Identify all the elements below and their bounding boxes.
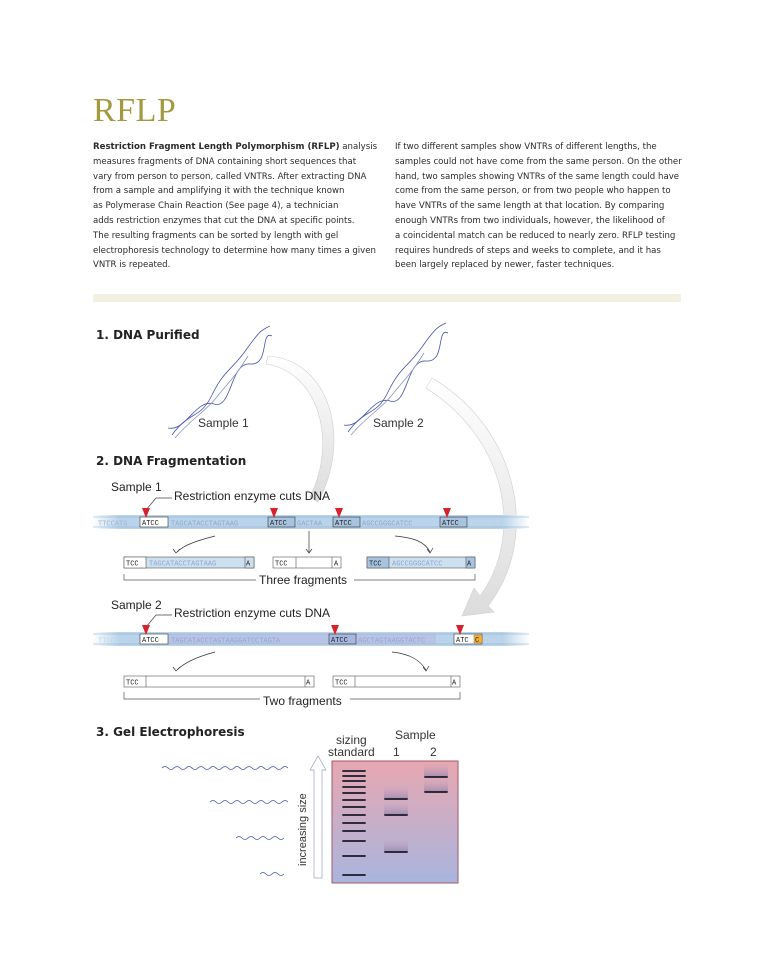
strand1-seg2: GACTAA <box>297 520 323 529</box>
rflp-term: Restriction Fragment Length Polymorphism (RFLP) <box>93 142 340 152</box>
step3-heading: 3. Gel Electrophoresis <box>96 725 245 739</box>
fragment-end: A <box>452 679 457 688</box>
intro-right-line: requires hundreds of steps and weeks to complete, and it has <box>395 245 661 256</box>
strand1-site4: ATCC <box>442 520 459 528</box>
sample1-label: Sample 1 <box>111 480 162 494</box>
fragment-body: AGCCGGGCATCC <box>392 560 443 569</box>
strand1-site2: ATCC <box>270 520 287 528</box>
dna-fragment-medium <box>210 801 288 804</box>
fragment-end: A <box>467 560 472 569</box>
strand1-site1: ATCC <box>142 520 159 528</box>
band-blur <box>384 838 408 852</box>
fragment-arrow <box>177 652 215 670</box>
step1-heading: 1. DNA Purified <box>96 328 200 342</box>
intro-right-line: If two different samples show VNTRs of different lengths, the <box>395 142 657 152</box>
dna-fragment-long <box>162 767 288 770</box>
fragment-start: TCC <box>275 560 288 569</box>
fragment-end: A <box>306 679 311 688</box>
intro-left-line: from a sample and amplifying it with the technique known <box>93 186 345 197</box>
band-blur <box>424 778 448 792</box>
strand1-site3: ATCC <box>335 520 352 528</box>
enzyme-label-1: Restriction enzyme cuts DNA <box>174 489 331 503</box>
dna-strand-sample2 <box>93 632 529 646</box>
intro-left-line: measures fragments of DNA containing short sequences that <box>93 156 357 167</box>
fragment-1a <box>124 557 254 569</box>
band-blur <box>424 763 448 777</box>
sample-label: Sample <box>395 728 436 742</box>
standard-label: standard <box>328 745 375 759</box>
band-blur <box>384 785 408 799</box>
strand2-seg2: AGCTAGTAAGGTACTC <box>358 637 426 646</box>
fragment-arrow <box>395 536 430 552</box>
sample2-dna-label: Sample 2 <box>373 416 424 430</box>
dna-strand-sample1 <box>93 515 529 529</box>
fragment-arrowhead <box>173 667 180 671</box>
intro-right-line: come from the same person, or from two people who happen to <box>395 186 671 197</box>
axis-label: increasing size <box>297 793 309 866</box>
sample1-dna-label: Sample 1 <box>198 416 249 430</box>
fragment-1b <box>273 557 341 569</box>
strand2-lead: TTCCATG <box>98 637 128 646</box>
sample2-lane <box>424 763 448 792</box>
axis-arrow-shape <box>310 756 326 878</box>
fragment-arrows-sample2 <box>173 652 429 671</box>
dna-fragment-shortest <box>260 873 284 876</box>
strand2-mutation: C <box>475 637 480 645</box>
strand1-seg3: AGCCGGGCATCC <box>362 520 413 529</box>
fragment-arrow <box>392 652 426 670</box>
intro-left-line: as Polymerase Chain Reaction (See page 4), a technician <box>93 201 339 212</box>
intro-left-line: The resulting fragments can be sorted by length with gel <box>93 230 339 241</box>
intro-right-line: enough VNTRs from two individuals, however, the likelihood of <box>395 215 665 226</box>
sample2-label: Sample 2 <box>111 598 162 612</box>
intro-right-line: been largely replaced by newer, faster techniques. <box>395 260 615 271</box>
fragment-box <box>124 676 314 687</box>
strand2-site1: ATCC <box>142 637 159 645</box>
strand2-site3: ATC <box>456 637 469 645</box>
fragment-box <box>333 676 460 687</box>
strand1-seg1: TAGCATACCTAGTAAG <box>171 520 239 529</box>
fragment-arrowhead <box>173 549 180 553</box>
sizing-label: sizing <box>336 733 367 747</box>
intro-right-line: hand, two samples showing VNTRs of the same length could have <box>395 171 680 182</box>
dna-fragment-wiggles <box>162 767 288 876</box>
enzyme-label-2: Restriction enzyme cuts DNA <box>174 606 331 620</box>
fragment-2b <box>333 676 460 688</box>
strand2-site2: ATCC <box>331 637 348 645</box>
intro-left-line: VNTR is repeated. <box>93 260 171 271</box>
size-axis-arrow <box>297 756 326 878</box>
intro-right-line: have VNTRs of the same length at that location. By comparing <box>395 201 665 212</box>
page-title: RFLP <box>93 92 177 129</box>
fragment-arrows-sample1 <box>173 531 433 553</box>
fragment-arrow <box>177 536 215 552</box>
intro-left-line: vary from person to person, called VNTRs. After extracting DNA <box>93 171 367 182</box>
fragment-start: TCC <box>126 679 139 688</box>
fragment-end: A <box>246 560 251 569</box>
three-fragments-label: Three fragments <box>259 573 348 587</box>
lane2-label: 2 <box>430 745 437 759</box>
intro-right-line: a coincidental match can be reduced to nearly zero. RFLP testing <box>395 230 676 241</box>
fragment-start: TCC <box>369 560 382 569</box>
fragment-body: TAGCATACCTAGTAAG <box>149 560 217 569</box>
strand1-lead: TTCCATG <box>98 520 128 529</box>
fragment-1c <box>367 557 475 569</box>
fragment-start: TCC <box>335 679 348 688</box>
fragment-start: TCC <box>126 560 139 569</box>
lane1-label: 1 <box>393 745 400 759</box>
intro-left-line: analysis <box>339 142 378 152</box>
intro-left-line: adds restriction enzymes that cut the DNA at specific points. <box>93 215 355 226</box>
strand1-tail: ATGCGTT <box>470 520 500 529</box>
dna-fragment-short <box>236 837 284 840</box>
intro-left-line: electrophoresis technology to determine how many times a given <box>93 245 376 256</box>
strand2-seg1: TAGCATACCTAGTAAGGATCCTAGTA <box>171 637 281 646</box>
step2-heading: 2. DNA Fragmentation <box>96 454 247 468</box>
band-blur <box>384 801 408 815</box>
fragment-end: A <box>334 560 339 569</box>
curved-arrow-sample1 <box>266 356 334 502</box>
strand2-tail: TAAG <box>484 637 501 646</box>
two-fragments-label: Two fragments <box>263 694 342 708</box>
fragment-2a <box>124 676 314 688</box>
intro-right-line: samples could not have come from the same person. On the other <box>395 156 682 167</box>
